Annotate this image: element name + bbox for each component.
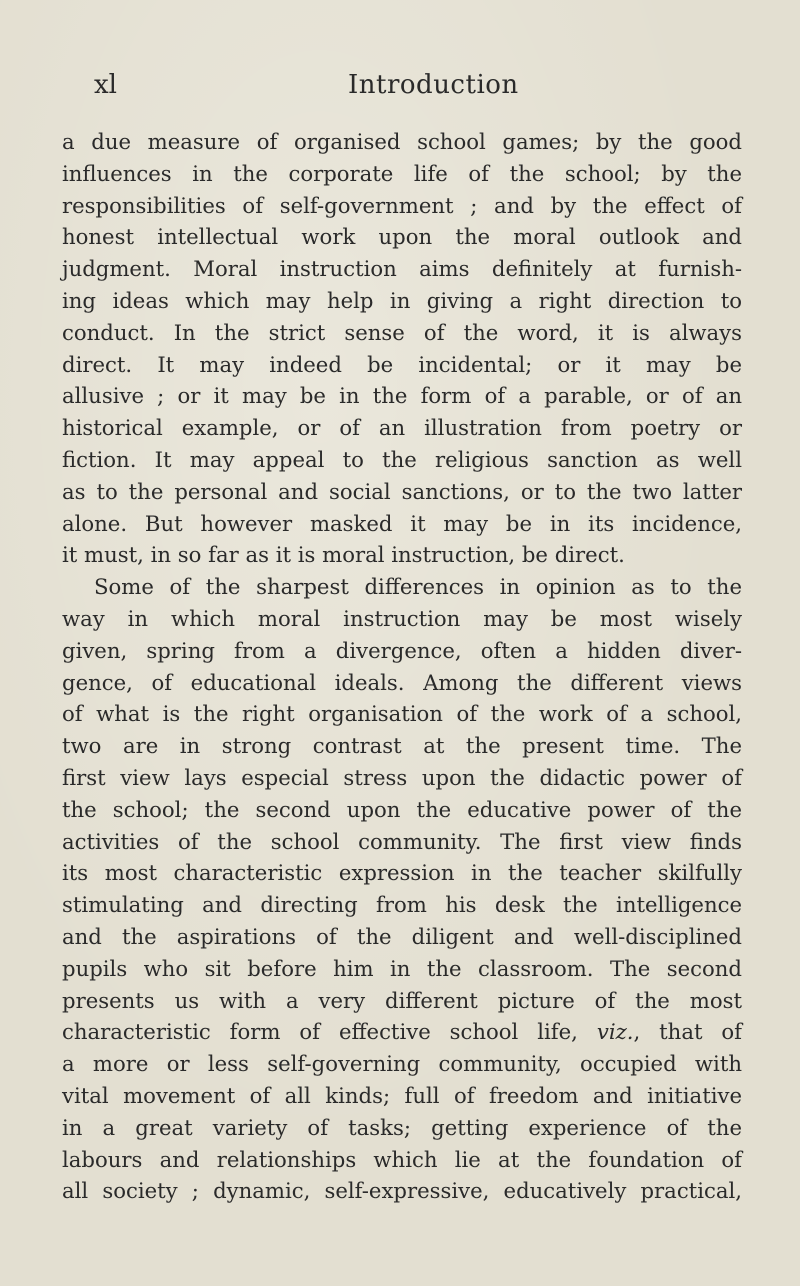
text-line: a due measure of organised school games; by the good: [62, 129, 742, 154]
text-line: given, spring from a divergence, often a hidden diver-: [62, 637, 742, 663]
text-line: historical example, or of an illustration from poetry or: [62, 415, 742, 441]
text-line: way in which moral instruction may be most wisely: [62, 605, 742, 631]
text-line: judgment. Moral instruction aims definitely at furnish-: [62, 256, 742, 282]
text-line: in a great variety of tasks; getting experience of the: [62, 1114, 742, 1140]
text-line: presents us with a very different picture of the most: [62, 987, 742, 1013]
text-line: the school; the second upon the educative power of the: [62, 796, 742, 822]
text-segment: , that of: [633, 1019, 742, 1045]
text-line: a more or less self-governing community, occupied with: [62, 1051, 742, 1077]
text-line: fiction. It may appeal to the religious sanction as well: [62, 446, 742, 472]
text-line: first view lays especial stress upon the didactic power of: [62, 764, 742, 790]
text-line: honest intellectual work upon the moral outlook and: [62, 224, 742, 250]
text-line: ing ideas which may help in giving a right direction to: [62, 287, 742, 313]
text-line: activities of the school community. The first view finds: [62, 828, 742, 854]
paragraph-start-line: Some of the sharpest differences in opinion as to the: [94, 574, 742, 600]
text-line: two are in strong contrast at the present time. The: [62, 733, 742, 759]
page-header: [0, 70, 800, 110]
text-segment: characteristic form of effective school life,: [62, 1019, 578, 1045]
body-text: [62, 126, 742, 1207]
text-line: labours and relationships which lie at the foundation of: [62, 1146, 742, 1172]
text-line: alone. But however masked it may be in its incidence,: [62, 510, 742, 536]
text-line: influences in the corporate life of the school; by the: [62, 160, 742, 186]
paragraph-end-line: it must, in so far as it is moral instruction, be direct.: [62, 542, 625, 568]
text-line: as to the personal and social sanctions, or to the two latter: [62, 478, 742, 504]
text-line: stimulating and directing from his desk the intelligence: [62, 892, 742, 918]
text-line: responsibilities of self-government ; and by the effect of: [62, 192, 742, 218]
text-line-with-italic: [62, 1016, 742, 1048]
text-line: its most characteristic expression in the teacher skilfully: [62, 860, 742, 886]
italic-term: viz.: [596, 1019, 634, 1045]
text-line: vital movement of all kinds; full of freedom and initiative: [62, 1082, 742, 1108]
text-line: all society ; dynamic, self-expressive, educatively practical,: [62, 1178, 742, 1204]
text-line: of what is the right organisation of the work of a school,: [62, 701, 742, 727]
running-title: Introduction: [348, 70, 519, 100]
text-line: and the aspirations of the diligent and well-disciplined: [62, 923, 742, 949]
text-line: pupils who sit before him in the classroom. The second: [62, 955, 742, 981]
text-line: conduct. In the strict sense of the word, it is always: [62, 319, 742, 345]
page-number: xl: [94, 70, 117, 100]
text-line: direct. It may indeed be incidental; or it may be: [62, 351, 742, 377]
text-line: allusive ; or it may be in the form of a parable, or of an: [62, 383, 742, 409]
text-line: gence, of educational ideals. Among the different views: [62, 669, 742, 695]
